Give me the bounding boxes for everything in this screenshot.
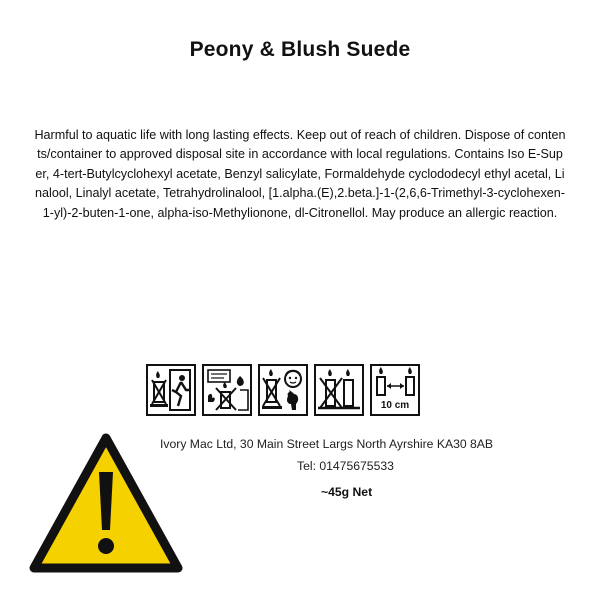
do-not-place-on-flammable-surface-icon — [314, 364, 364, 416]
keep-away-from-children-pets-icon — [258, 364, 308, 416]
company-address: Ivory Mac Ltd, 30 Main Street Largs North Ayrshire KA30 8AB — [160, 437, 494, 451]
net-weight: ~45g Net — [321, 485, 373, 499]
safety-icons-row — [146, 364, 420, 416]
product-title: Peony & Blush Suede — [189, 38, 411, 61]
burn-10cm-apart-icon — [370, 364, 420, 416]
hazard-warning-icon — [26, 430, 186, 575]
company-telephone: Tel: 01475675533 — [297, 459, 394, 473]
distance-label: 10 cm — [380, 400, 410, 411]
never-leave-unattended-icon — [146, 364, 196, 416]
keep-away-from-flammables-icon — [202, 364, 252, 416]
warning-text: Harmful to aquatic life with long lasting effects. Keep out of reach of children. Dispose of contents/container to approved disposal site in accordance with local regulations. Contains Iso E-Super, 4-tert-Butylcyclohexyl acetate, Benzyl salicylate, Formaldehyde cyclododecyl ethyl acetal, Linalool, Linalyl acetate, Tetrahydrolinalool, [1.alpha.(E),2.beta.]-1-(2,6,6-Trimethyl-3-cyclohexen-1-yl)-2-buten-1-one, alpha-iso-Methylionone, dl-Citronellol. May produce an allergic reaction. — [34, 128, 566, 220]
